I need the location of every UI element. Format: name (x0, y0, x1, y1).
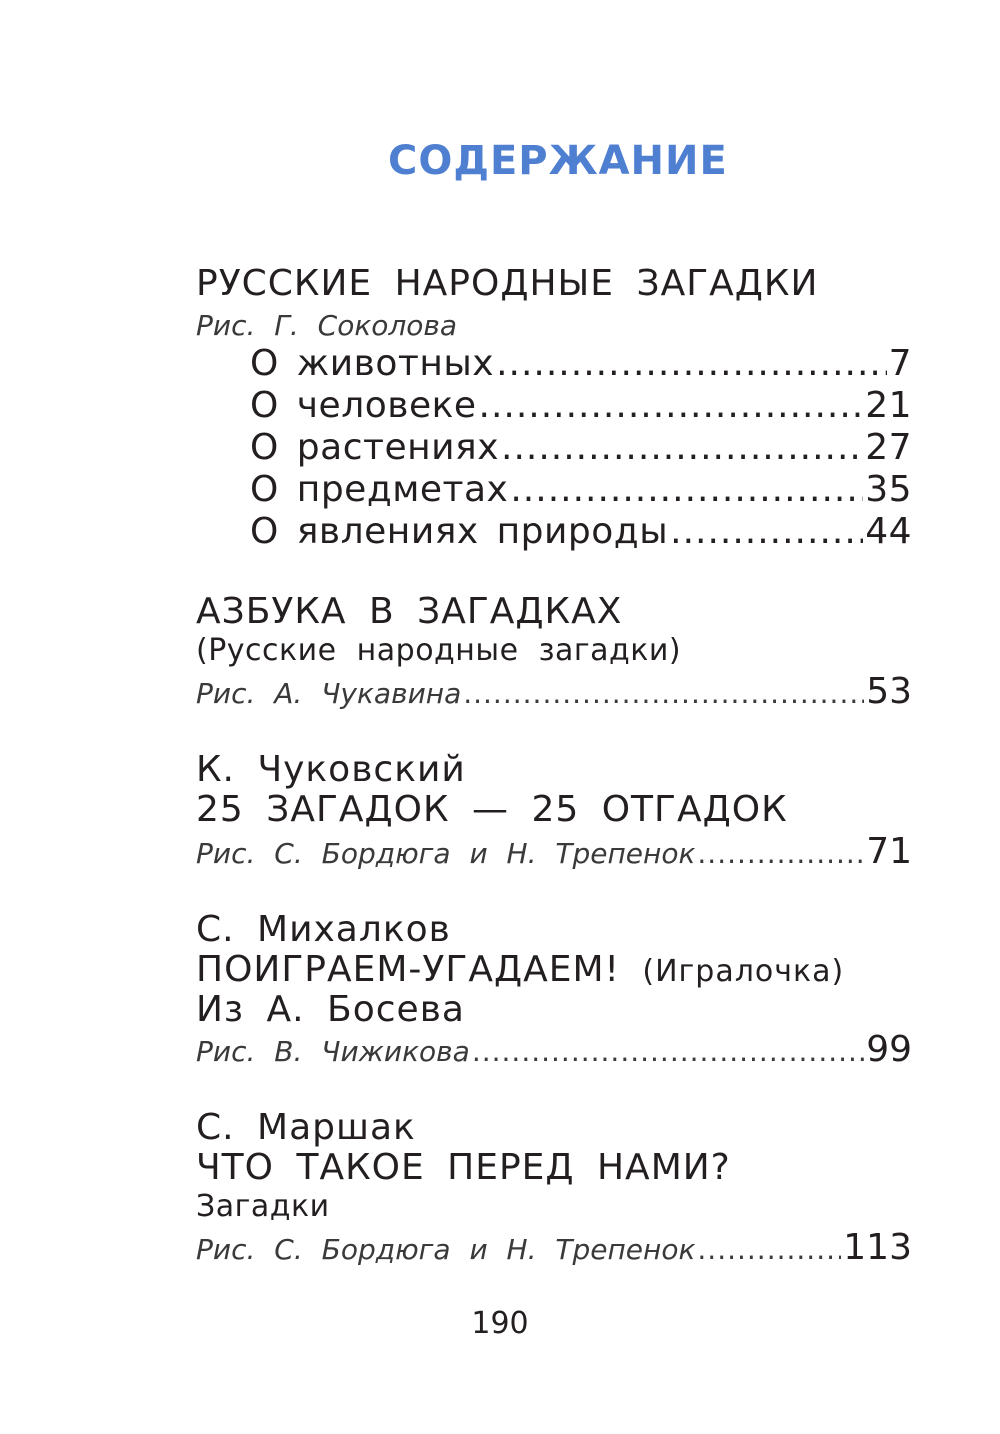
toc-page-number: 7 (888, 343, 912, 384)
dot-leader (501, 430, 863, 466)
author-name: С. Михалков (196, 909, 451, 950)
section-subtitle: (Русские народные загадки) (196, 633, 682, 668)
illustrator-credit: Рис. С. Бордюга и Н. Трепенок (196, 837, 696, 870)
author-name: К. Чуковский (196, 749, 466, 790)
toc-entry-plants[interactable] (250, 427, 912, 468)
toc-entry-let-us-play[interactable] (196, 1029, 912, 1070)
page-title: СОДЕРЖАНИЕ (388, 138, 728, 184)
toc-entry-human[interactable] (250, 385, 912, 426)
toc-page-number: 71 (866, 831, 912, 872)
illustrator-credit: Рис. В. Чижикова (196, 1035, 470, 1068)
toc-entry-label: О человеке (250, 385, 477, 426)
toc-page-number: 44 (865, 511, 912, 552)
page-number: 190 (471, 1306, 529, 1341)
toc-entry-label: О предметах (250, 469, 509, 510)
author-name: С. Маршак (196, 1107, 416, 1148)
toc-page-number: 99 (866, 1029, 912, 1070)
illustrator-credit: Рис. А. Чукавина (196, 677, 462, 710)
toc-entry-label: О животных (250, 343, 495, 384)
toc-entry-label: О растениях (250, 427, 499, 468)
toc-entry-nature[interactable] (250, 511, 912, 552)
toc-entry-what-is-before-us[interactable] (196, 1227, 912, 1268)
dot-leader (479, 388, 864, 424)
toc-entry-25-riddles[interactable] (196, 831, 912, 872)
dot-leader (496, 346, 887, 382)
dot-leader (670, 514, 863, 550)
toc-page-number: 113 (843, 1227, 912, 1268)
dot-leader (697, 1236, 841, 1264)
illustrator-credit: Рис. Г. Соколова (196, 309, 458, 342)
section-title-russian-riddles: РУССКИЕ НАРОДНЫЕ ЗАГАДКИ (196, 263, 819, 304)
section-title-note: (Игралочка) (642, 954, 845, 989)
toc-entry-label: О явлениях природы (250, 511, 669, 552)
toc-page-number: 21 (865, 385, 912, 426)
section-title-let-us-play (196, 949, 912, 990)
toc-entry-alphabet[interactable] (196, 671, 912, 712)
dot-leader (697, 840, 864, 868)
illustrator-credit: Рис. С. Бордюга и Н. Трепенок (196, 1233, 696, 1266)
section-title-alphabet: АЗБУКА В ЗАГАДКАХ (196, 591, 623, 632)
toc-entry-animals[interactable] (250, 343, 912, 384)
dot-leader (472, 1038, 864, 1066)
toc-page-number: 27 (865, 427, 912, 468)
section-title-what-is-before-us: ЧТО ТАКОЕ ПЕРЕД НАМИ? (196, 1147, 731, 1188)
section-title-25-riddles: 25 ЗАГАДОК — 25 ОТГАДОК (196, 789, 788, 830)
section-title: ПОИГРАЕМ-УГАДАЕМ! (196, 949, 620, 990)
section-subtitle: Загадки (196, 1189, 330, 1224)
dot-leader (463, 680, 864, 708)
toc-entry-objects[interactable] (250, 469, 912, 510)
toc-page-number: 53 (866, 671, 912, 712)
toc-page-number: 35 (865, 469, 912, 510)
source-credit: Из А. Босева (196, 989, 465, 1030)
dot-leader (510, 472, 863, 508)
